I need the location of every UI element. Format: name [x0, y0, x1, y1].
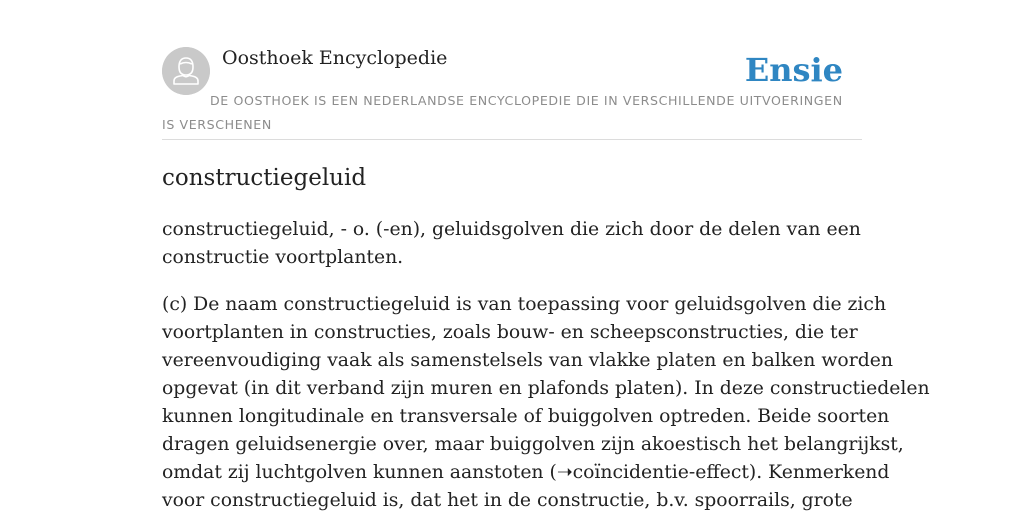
publication-avatar[interactable]: [162, 47, 210, 95]
text-line: omdat zij luchtgolven kunnen aanstoten (➝coïncidentie-effect). Kenmerkend: [162, 462, 890, 483]
text-line: (c) De naam constructiegeluid is van toepassing voor geluidsgolven die zich: [162, 294, 887, 315]
publication-header: [162, 0, 862, 140]
publication-name[interactable]: Oosthoek Encyclopedie: [222, 47, 448, 69]
text-line: opgevat (in dit verband zijn muren en plafonds platen). In deze constructiedelen: [162, 378, 930, 399]
text-line: constructie voortplanten.: [162, 247, 404, 268]
user-icon: [162, 47, 210, 95]
site-logo[interactable]: Ensie: [744, 51, 843, 89]
text-line: vereenvoudiging vaak als samenstelsels van vlakke platen en balken worden: [162, 350, 893, 371]
publication-description: DE OOSTHOEK IS EEN NEDERLANDSE ENCYCLOPEDIE DIE IN VERSCHILLENDE UITVOERINGEN IS VERSCHENEN: [162, 93, 843, 132]
text-line: kunnen longitudinale en transversale of buiggolven optreden. Beide soorten: [162, 406, 890, 427]
article-title: constructiegeluid: [162, 165, 367, 191]
article-body: [162, 291, 930, 512]
article-definition: [162, 216, 862, 272]
text-line: voortplanten in constructies, zoals bouw- en scheepsconstructies, die ter: [162, 322, 858, 343]
article-page: [162, 0, 930, 512]
text-line: dragen geluidsenergie over, maar buiggolven zijn akoestisch het belangrijkst,: [162, 434, 904, 455]
text-line: constructiegeluid, - o. (-en), geluidsgolven die zich door de delen van een: [162, 219, 861, 240]
text-line: voor constructiegeluid is, dat het in de constructie, b.v. spoorrails, grote: [162, 490, 853, 511]
